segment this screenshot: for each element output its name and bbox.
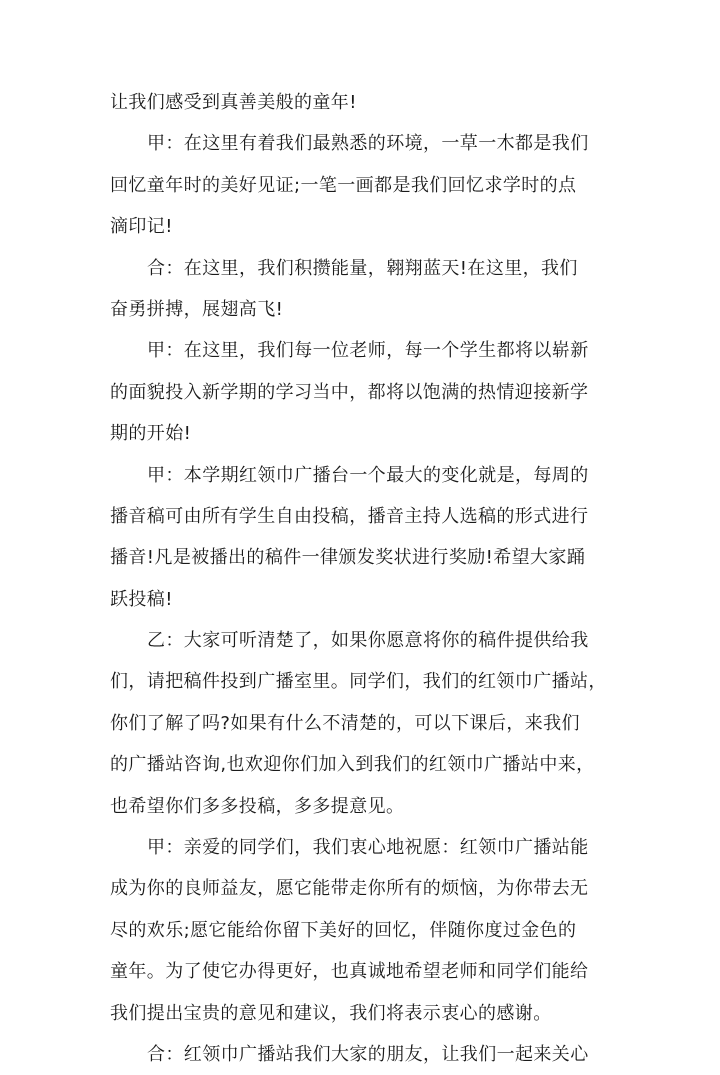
text-line: 也希望你们多多投稿，多多提意见。 bbox=[110, 795, 405, 817]
text-line: 的广播站咨询,也欢迎你们加入到我们的红领巾广播站中来， bbox=[110, 754, 595, 776]
text-line: 成为你的良师益友，愿它能带走你所有的烦恼，为你带去无 bbox=[110, 878, 589, 900]
text-line: 播音稿可由所有学生自由投稿，播音主持人选稿的形式进行 bbox=[110, 505, 589, 527]
paragraph-first-line: 甲：本学期红领巾广播台一个最大的变化就是，每周的 bbox=[147, 464, 589, 486]
text-line: 们，请把稿件投到广播室里。同学们，我们的红领巾广播站， bbox=[110, 671, 607, 693]
text-line: 你们了解了吗?如果有什么不清楚的，可以下课后，来我们 bbox=[110, 712, 580, 734]
paragraph-first-line: 乙：大家可听清楚了，如果你愿意将你的稿件提供给我 bbox=[147, 630, 589, 652]
text-line: 播音!凡是被播出的稿件一律颁发奖状进行奖励!希望大家踊 bbox=[110, 547, 586, 569]
paragraph-first-line: 合：红领巾广播站我们大家的朋友，让我们一起来关心 bbox=[147, 1043, 589, 1065]
paragraph-first-line: 甲：在这里有着我们最熟悉的环境，一草一木都是我们 bbox=[147, 133, 589, 155]
text-line: 滴印记! bbox=[110, 216, 173, 238]
text-line: 的面貌投入新学期的学习当中，都将以饱满的热情迎接新学 bbox=[110, 381, 589, 403]
text-line: 奋勇拼搏，展翅高飞! bbox=[110, 298, 284, 320]
document-body bbox=[110, 82, 615, 1075]
text-line: 我们提出宝贵的意见和建议，我们将表示衷心的感谢。 bbox=[110, 1002, 552, 1024]
text-line: 期的开始! bbox=[110, 423, 192, 445]
text-line: 跃投稿! bbox=[110, 588, 173, 610]
text-line: 童年。为了使它办得更好，也真诚地希望老师和同学们能给 bbox=[110, 961, 589, 983]
text-line: 回忆童年时的美好见证;一笔一画都是我们回忆求学时的点 bbox=[110, 174, 577, 196]
paragraph-first-line: 甲：亲爱的同学们，我们衷心地祝愿：红领巾广播站能 bbox=[147, 837, 589, 859]
paragraph-first-line: 甲：在这里，我们每一位老师，每一个学生都将以崭新 bbox=[147, 340, 589, 362]
text-line: 尽的欢乐;愿它能给你留下美好的回忆，伴随你度过金色的 bbox=[110, 919, 577, 941]
paragraph-first-line: 合：在这里，我们积攒能量，翱翔蓝天!在这里，我们 bbox=[147, 257, 578, 279]
text-line: 让我们感受到真善美般的童年! bbox=[110, 92, 357, 113]
